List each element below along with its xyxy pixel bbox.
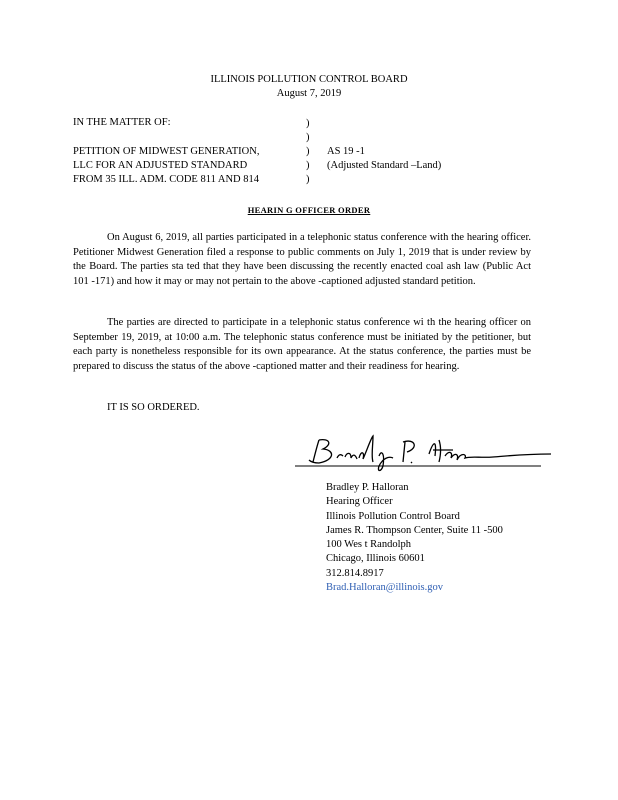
petition-line: FROM 35 ILL. ADM. CODE 811 AND 814 bbox=[73, 174, 259, 185]
signer-org: Illinois Pollution Control Board bbox=[326, 510, 460, 522]
caption-parens bbox=[306, 117, 310, 187]
paren: ) bbox=[306, 174, 310, 185]
signer-email-link[interactable]: Brad.Halloran@illinois.gov bbox=[326, 582, 443, 594]
agency-title: ILLINOIS POLLUTION CONTROL BOARD bbox=[210, 74, 408, 85]
paren: ) bbox=[306, 118, 310, 129]
case-info bbox=[327, 145, 441, 173]
paragraph-2 bbox=[73, 316, 531, 374]
case-type: (Adjusted Standard –Land) bbox=[327, 160, 442, 171]
signer-city: Chicago, Illinois 60601 bbox=[326, 553, 425, 565]
handwritten-signature bbox=[293, 432, 553, 476]
paren: ) bbox=[306, 160, 310, 171]
signer-title: Hearing Officer bbox=[326, 496, 393, 508]
paragraph-2-text: The parties are directed to participate in a telephonic status conference wi th the hearing officer on September 19, 2019, at 10:00 a.m. The telephonic status conference must be initiated by the petitioner, but each party is nonetheless responsible for its own appearance. At the status conference, the parties must be prepared to discuss the status of the above -captioned matter and their readiness for hearing. bbox=[73, 317, 531, 372]
signer-address-2: 100 Wes t Randolph bbox=[326, 539, 411, 551]
case-number: AS 19 -1 bbox=[327, 146, 365, 157]
signature-block bbox=[326, 481, 503, 595]
signer-phone: 312.814.8917 bbox=[326, 567, 384, 579]
paren: ) bbox=[306, 146, 310, 157]
petition-line: LLC FOR AN ADJUSTED STANDARD bbox=[73, 160, 248, 171]
in-the-matter: IN THE MATTER OF: bbox=[73, 117, 171, 128]
petition-caption bbox=[73, 145, 303, 187]
order-heading: HEARIN G OFFICER ORDER bbox=[247, 205, 371, 215]
order-date: August 7, 2019 bbox=[276, 88, 342, 99]
signer-address-1: James R. Thompson Center, Suite 11 -500 bbox=[326, 524, 503, 536]
so-ordered: IT IS SO ORDERED. bbox=[107, 402, 200, 413]
signer-name: Bradley P. Halloran bbox=[326, 482, 409, 493]
paren: ) bbox=[306, 132, 310, 143]
paragraph-1 bbox=[73, 231, 531, 289]
paragraph-1-text: On August 6, 2019, all parties participated in a telephonic status conference with the hearing officer. Petitioner Midwest Generation filed a response to public comments on July 1, 2019 that is under review by the Board. The parties sta ted that they have been discussing the recently enacted coal ash law (Public Act 101 -171) and how it may or may not pertain to the above -captioned adjusted standard petition. bbox=[73, 232, 531, 287]
petition-line: PETITION OF MIDWEST GENERATION, bbox=[73, 146, 260, 157]
